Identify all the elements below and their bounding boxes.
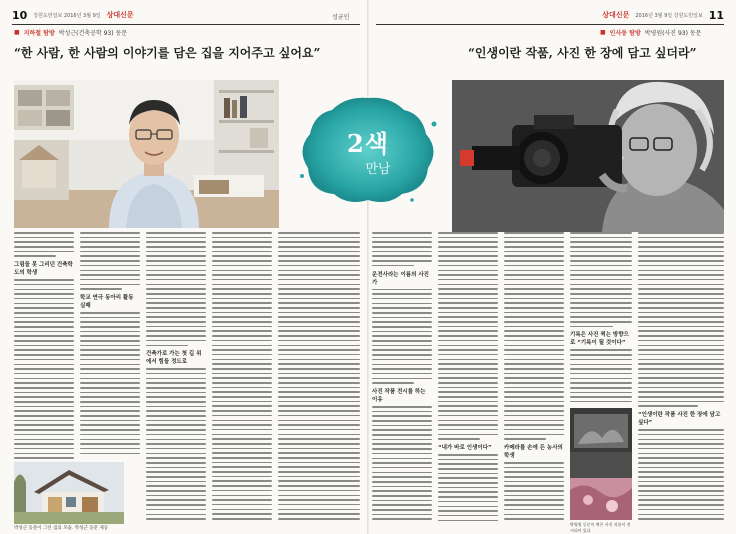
left-subhead-3: 건축가로 가는 첫 길 위에서 힘들 정도로 xyxy=(146,351,202,366)
right-page-number: 11 xyxy=(708,8,724,22)
right-exhibition-photo xyxy=(570,408,632,520)
left-portrait-photo xyxy=(14,80,279,228)
right-text-column-1 xyxy=(372,232,432,522)
right-text-column-4 xyxy=(570,232,632,402)
right-text-column-5 xyxy=(638,232,724,522)
right-portrait-photo xyxy=(452,80,724,232)
left-header-date: 강원도민일보 2016년 3월 9일 xyxy=(33,12,101,19)
right-subhead-5: 기록은 사진 찍는 방향으로 “기록이 될 것이다” xyxy=(570,332,629,347)
right-text-column-3 xyxy=(504,232,564,522)
right-publication-name: 상대신문 xyxy=(602,11,630,19)
right-page-header xyxy=(602,8,724,22)
page-gutter xyxy=(367,0,369,534)
left-byline-marker: ■ xyxy=(14,29,20,36)
right-subhead-2: 사진 작품 전시를 하는 이유 xyxy=(372,388,426,403)
right-subhead-4: 카메라를 손에 든 농사의 학생 xyxy=(504,444,563,459)
left-photo-caption: 박성근 동문이 그린 집의 모습. 박성근 동문 제공 xyxy=(14,526,109,531)
right-photo-caption: 박영원 동문이 찍은 사진 작품이 전시되어 있다 xyxy=(570,522,631,533)
right-byline-marker: ■ xyxy=(600,29,606,36)
left-headline: “한 사람, 한 사람의 이야기를 담은 집을 지어주고 싶어요” xyxy=(14,46,321,60)
right-byline-label: 인사동 탐방 xyxy=(609,30,641,37)
right-subhead-6: “인생이란 작품 사진 한 장에 담고 싶다” xyxy=(638,412,721,427)
left-section-label: 성균인 xyxy=(332,14,350,21)
left-subhead-1: 그림들 못 그리던 건축학도의 학생 xyxy=(14,262,73,277)
left-text-column-5 xyxy=(278,232,360,522)
photographer-illustration xyxy=(452,80,724,232)
left-text-column-2 xyxy=(80,232,140,457)
left-subhead-2: 학교 연극 동아리 활동 실패 xyxy=(80,294,134,309)
badge-subtitle: 만남 xyxy=(365,162,391,177)
exhibition-illustration xyxy=(570,408,632,520)
left-text-column-4 xyxy=(212,232,272,522)
right-headline: “인생이란 작품, 사진 한 장에 담고 싶더라” xyxy=(468,46,697,60)
badge-title: 2색 xyxy=(347,129,389,158)
left-byline-text: 박성근(건축공학 93) 동문 xyxy=(58,30,128,37)
left-header-rule xyxy=(12,24,360,25)
left-publication-name: 상대신문 xyxy=(106,11,134,19)
right-byline-text: 박영원(사진 93) 동문 xyxy=(644,30,702,37)
left-page-number: 10 xyxy=(12,8,28,22)
left-page-header xyxy=(12,8,134,22)
left-portrait-illustration xyxy=(14,80,279,228)
house-illustration xyxy=(14,462,124,524)
right-subhead-1: 운전사라는 이름의 사진가 xyxy=(372,271,429,286)
right-text-column-2 xyxy=(438,232,498,522)
left-byline-label: 지하철 탐방 xyxy=(23,30,55,37)
right-header-rule xyxy=(376,24,724,25)
left-text-column-1 xyxy=(14,232,74,462)
right-header-date: 2016년 3월 9일 강원도민일보 xyxy=(635,12,703,19)
right-byline xyxy=(600,28,701,37)
center-badge xyxy=(292,94,444,206)
left-house-photo xyxy=(14,462,124,524)
left-byline xyxy=(14,28,127,37)
left-text-column-3 xyxy=(146,232,206,522)
right-subhead-3: “내가 바로 인생이다” xyxy=(438,444,492,451)
